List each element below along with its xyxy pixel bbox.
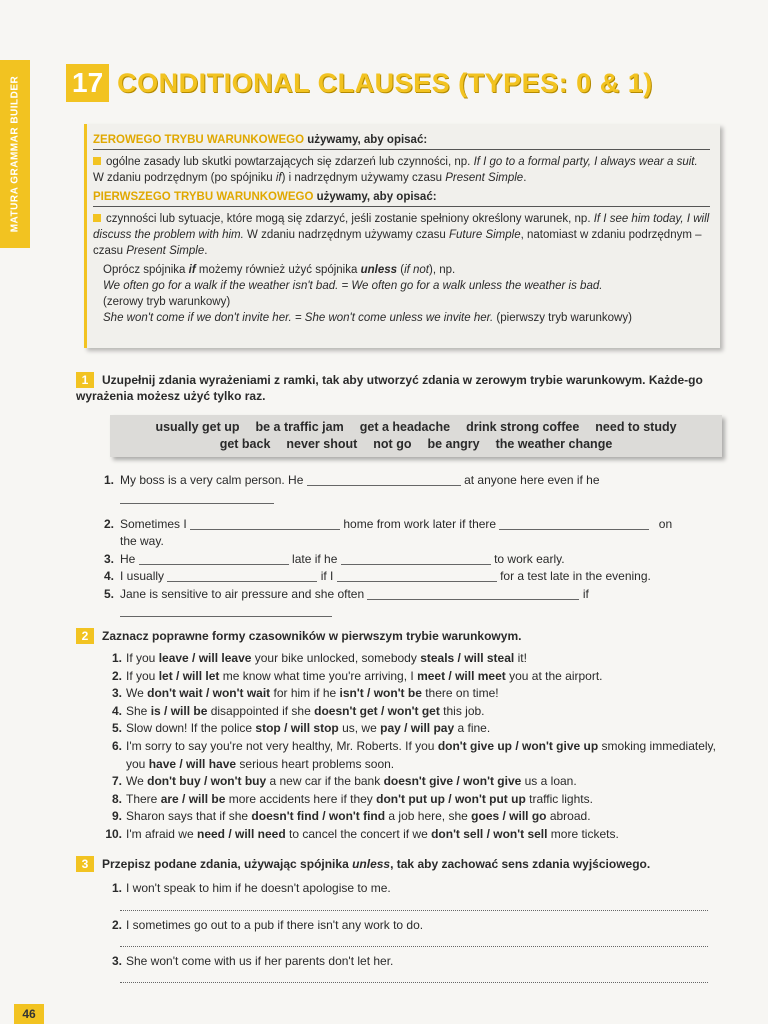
verb-choice[interactable]: goes / will go (471, 809, 547, 824)
list-item: 1. My boss is a very calm person. He at anyone here even if he (104, 473, 600, 487)
list-item: 3. He late if he to work early. (104, 551, 565, 566)
answer-blank[interactable] (190, 528, 340, 530)
answer-line[interactable] (120, 982, 708, 983)
page-number: 46 (14, 1004, 44, 1024)
grammar-box (84, 124, 720, 348)
list-item: 4. She is / will be disappointed if she doesn't get / won't get this job. (111, 703, 485, 718)
verb-choice[interactable]: leave / will leave (158, 651, 252, 665)
page-title: CONDITIONAL CLAUSES (TYPES: 0 & 1) (117, 67, 653, 98)
list-item: 3. We don't wait / won't wait for him if he isn't / won't be there on time! (111, 686, 499, 701)
side-tab (0, 60, 30, 248)
verb-choice[interactable]: isn't / won't be (339, 686, 422, 701)
answer-line[interactable] (120, 946, 708, 947)
word-box-row: usually get up be a traffic jam get a headache drink strong coffee need to study (155, 420, 677, 434)
answer-blank[interactable] (367, 598, 579, 600)
example-1: We often go for a walk if the weather isn't bad. = We often go for a walk unless the weather is bad. (103, 280, 603, 292)
answer-blank[interactable] (120, 502, 274, 504)
first-rule: czynności lub sytuacje, które mogą się zdarzyć, jeśli zostanie spełniony określony warunek, np. If I see him today, I will discuss the problem with him. W zdaniu nadrzędnym używamy czasu Future Simple, natomiast w zdaniu podrzędnym – czasu Present Simple. (93, 213, 710, 257)
answer-blank[interactable] (307, 484, 461, 486)
verb-choice[interactable]: don't wait / won't wait (147, 686, 271, 701)
verb-choice[interactable]: stop / will stop (255, 721, 339, 736)
verb-choice[interactable]: don't buy / won't buy (147, 774, 267, 789)
example-2: She won't come if we don't invite her. = She won't come unless we invite her. (pierwszy tryb warunkowy) (103, 312, 632, 324)
side-tab-label: MATURA GRAMMAR BUILDER (9, 75, 21, 233)
verb-choice[interactable]: pay / will pay (380, 721, 455, 736)
verb-choice[interactable]: need / will need (196, 826, 286, 841)
verb-choice[interactable]: is / will be (150, 703, 208, 718)
list-item: 1. If you leave / will leave your bike unlocked, somebody steals / will steal it! (111, 651, 527, 665)
unless-note: Oprócz spójnika if możemy również użyć spójnika unless (if not), np. We often go for a walk if the weather isn't bad. = We often go for a walk unless the weather is bad. (zerowy tryb warunkowy) She won't come if we don't invite her. = She won't come unless we invite her. (pierwszy tryb warunkowy) (93, 262, 710, 326)
example-1-note: (zerowy tryb warunkowy) (103, 296, 231, 308)
verb-choice[interactable]: doesn't give / won't give (383, 774, 522, 789)
list-item: 10. I'm afraid we need / will need to cancel the concert if we don't sell / won't sell more tickets. (105, 826, 619, 841)
answer-blank[interactable] (120, 615, 332, 617)
zero-rule: ogólne zasady lub skutki powtarzających się zdarzeń lub czynności, np. If I go to a formal party, I always wear a suit. W zdaniu podrzędnym (po spójniku if) i nadrzędnym używamy czasu Present Simple. (93, 156, 698, 184)
list-item: 5. Jane is sensitive to air pressure and she often if (104, 586, 589, 601)
verb-choice[interactable]: have / will have (148, 756, 237, 771)
exercise-3-item: 3. She won't come with us if her parents don't let her. (111, 954, 394, 968)
exercise-number: 1 (76, 372, 94, 388)
answer-blank[interactable] (337, 580, 497, 582)
exercise-1-instruction: 1 Uzupełnij zdania wyrażeniami z ramki, tak aby utworzyć zdania w zerowym trybie warunkowym. Każde-go wyrażenia możesz użyć tylko raz. (76, 373, 703, 403)
list-item: 6. I'm sorry to say you're not very healthy, Mr. Roberts. If you don't give up / won't give up smoking immediately, you have / will have serious heart problems soon. (111, 738, 717, 771)
first-heading: PIERWSZEGO TRYBU WARUNKOWEGO używamy, aby opisać: (93, 189, 710, 207)
verb-choice[interactable]: don't put up / won't put up (376, 791, 526, 806)
exercise-2-instruction: 2 Zaznacz poprawne formy czasowników w pierwszym trybie warunkowym. (76, 628, 726, 644)
bullet-icon (93, 214, 101, 222)
exercise-1-items (104, 472, 724, 621)
verb-choice[interactable]: are / will be (160, 791, 226, 806)
page-header (66, 62, 653, 104)
answer-blank[interactable] (341, 563, 491, 565)
word-box (110, 415, 722, 457)
answer-blank[interactable] (167, 580, 317, 582)
list-item: 7. We don't buy / won't buy a new car if the bank doesn't give / won't give us a loan. (111, 774, 577, 789)
answer-line[interactable] (120, 910, 708, 911)
verb-choice[interactable]: meet / will meet (417, 668, 506, 683)
verb-choice[interactable]: steals / will steal (420, 651, 515, 665)
answer-blank[interactable] (139, 563, 289, 565)
exercise-2-items (104, 650, 724, 844)
zero-heading: ZEROWEGO TRYBU WARUNKOWEGO używamy, aby opisać: (93, 132, 710, 150)
list-item: 8. There are / will be more accidents here if they don't put up / won't put up traffic lights. (111, 791, 593, 806)
verb-choice[interactable]: let / will let (158, 668, 220, 683)
bullet-icon (93, 157, 101, 165)
list-item: 2. Sometimes I home from work later if there on (104, 516, 673, 531)
answer-blank[interactable] (499, 528, 649, 530)
list-item: 2. If you let / will let me know what time you're arriving, I meet / will meet you at the airport. (111, 668, 603, 683)
list-item-continued: the way. (120, 534, 164, 548)
verb-choice[interactable]: doesn't find / won't find (251, 809, 386, 824)
list-item: 5. Slow down! If the police stop / will stop us, we pay / will pay a fine. (111, 721, 491, 736)
exercise-3-item: 1. I won't speak to him if he doesn't apologise to me. (111, 881, 391, 895)
exercise-number: 2 (76, 628, 94, 644)
exercise-number: 3 (76, 856, 94, 872)
list-item-continued (104, 490, 724, 512)
exercise-3-instruction: 3 Przepisz podane zdania, używając spójnika unless, tak aby zachować sens zdania wyjściowego. (76, 856, 726, 872)
list-item: 9. Sharon says that if she doesn't find / won't find a job here, she goes / will go abroad. (111, 809, 591, 824)
exercise-3-item: 2. I sometimes go out to a pub if there isn't any work to do. (111, 918, 424, 932)
verb-choice[interactable]: don't give up / won't give up (437, 738, 599, 753)
list-item-continued (104, 603, 724, 621)
unit-number: 17 (66, 64, 109, 102)
list-item: 4. I usually if I for a test late in the evening. (104, 569, 651, 583)
verb-choice[interactable]: don't sell / won't sell (431, 826, 548, 841)
verb-choice[interactable]: doesn't get / won't get (314, 703, 440, 718)
word-box-row: get back never shout not go be angry the weather change (219, 437, 613, 451)
